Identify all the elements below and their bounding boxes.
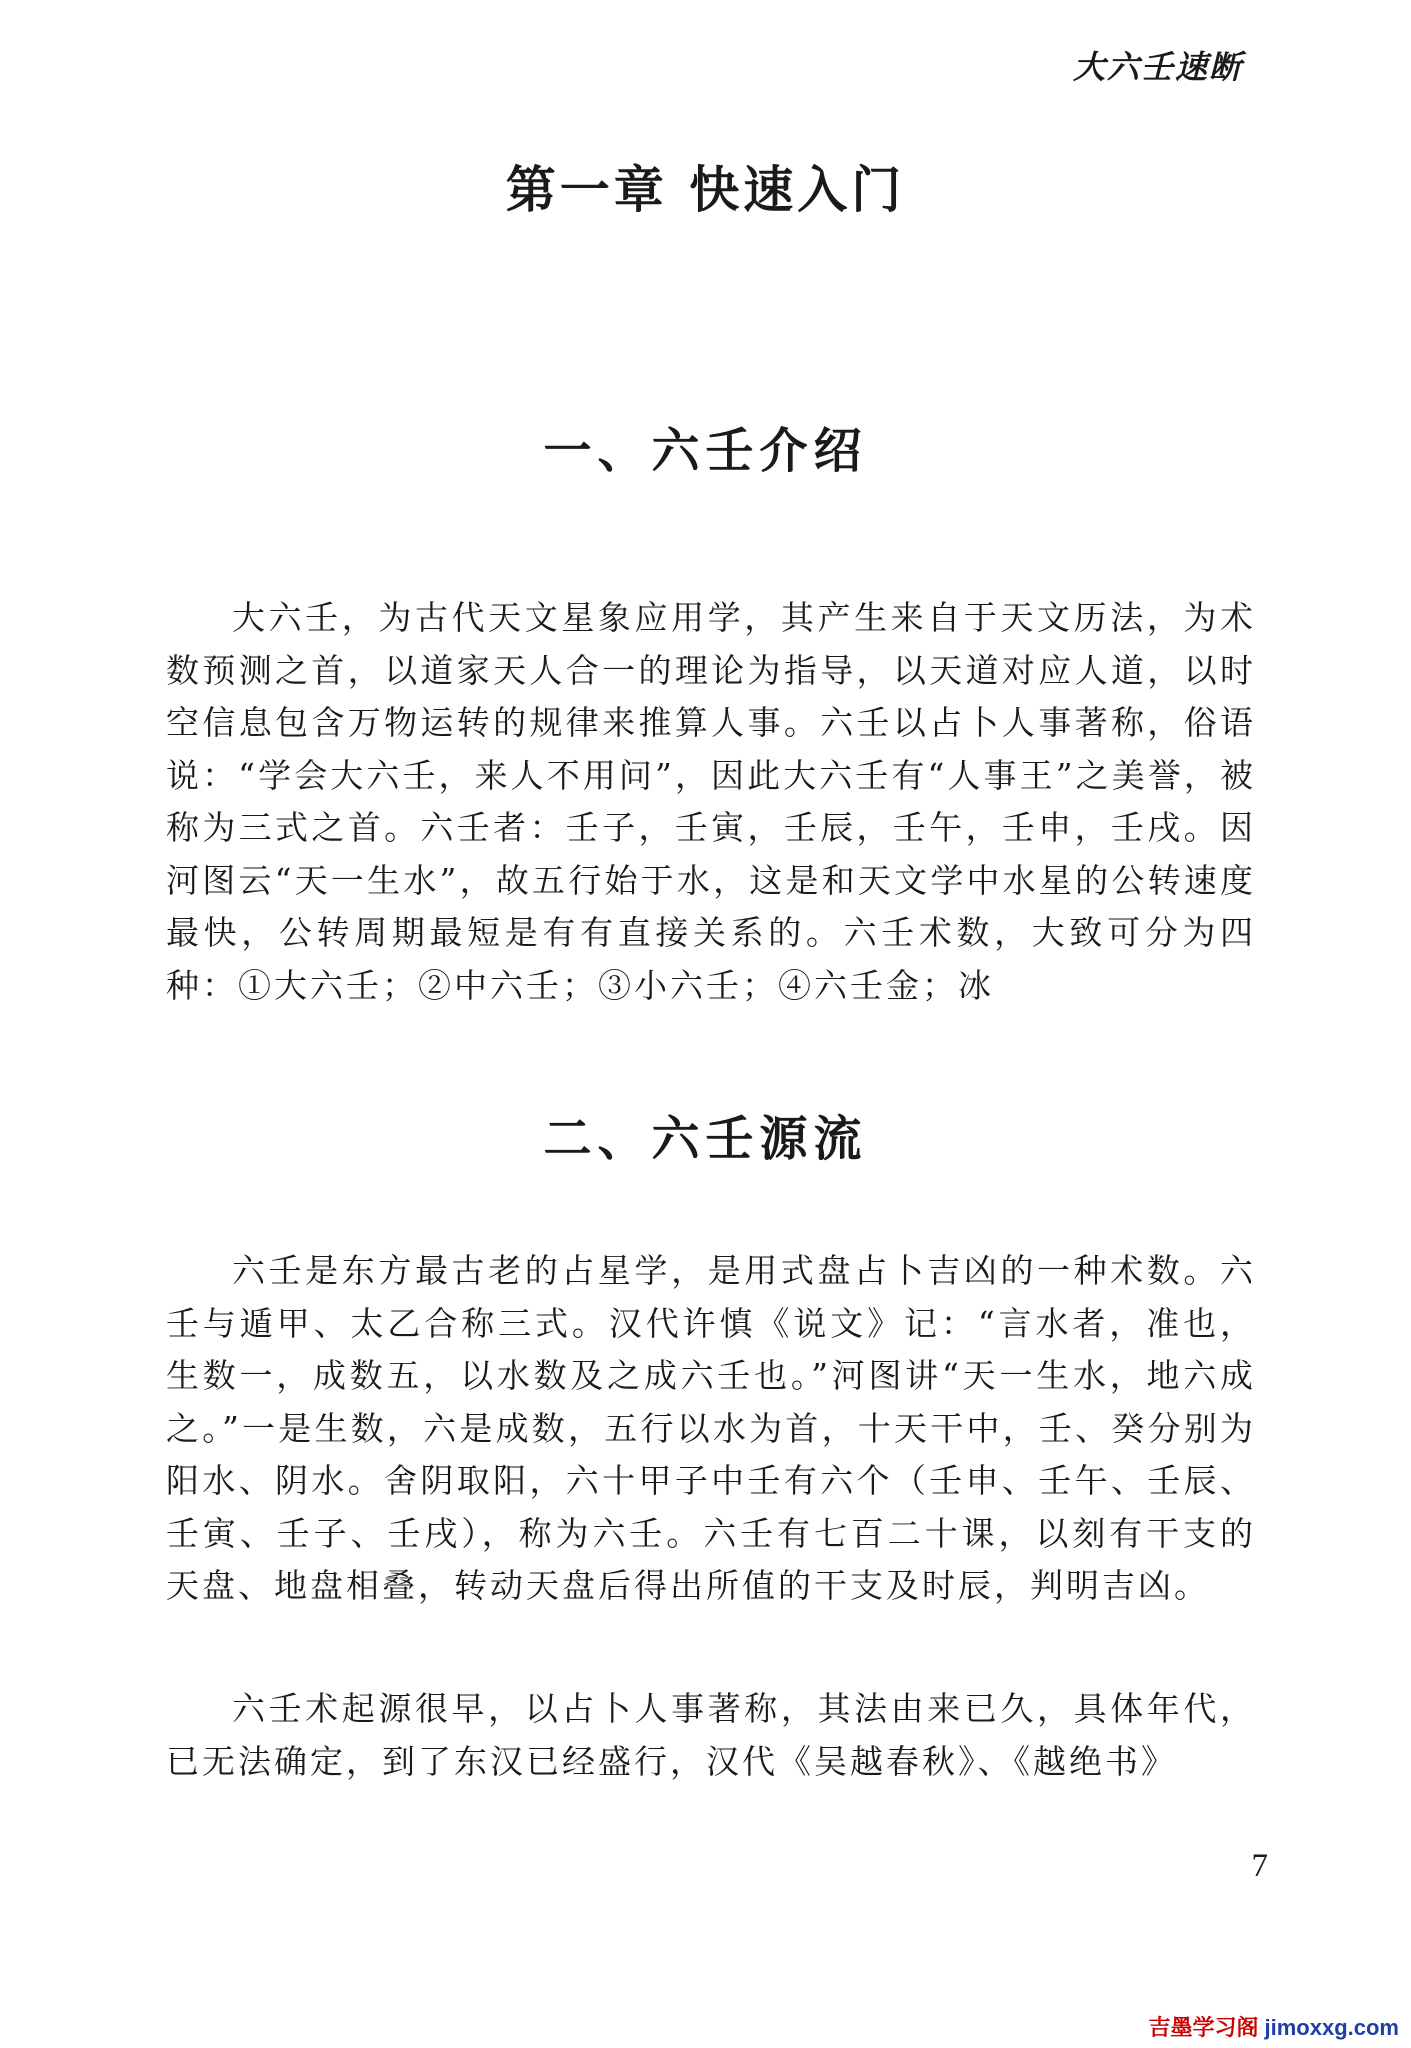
chapter-title: 第一章 快速入门 <box>505 160 906 219</box>
watermark-url: jimoxxg.com <box>1264 2015 1399 2040</box>
paragraph: 六壬是东方最古老的占星学，是用式盘占卜吉凶的一种术数。六壬与遁甲、太乙合称三式。汉代许慎《说文》记：“言水者，准也，生数一，成数五，以水数及之成六壬也。”河图讲“天一生水，地六成之。”一是生数，六是成数，五行以水为首，十天干中，壬、癸分别为阳水、阴水。舍阴取阳，六十甲子中壬有六个（壬申、壬午、壬辰、壬寅、壬子、壬戌），称为六壬。六壬有七百二十课，以刻有干支的天盘、地盘相叠，转动天盘后得出所值的干支及时辰，判明吉凶。 <box>166 1251 1256 1605</box>
paragraph: 大六壬，为古代天文星象应用学，其产生来自于天文历法，为术数预测之首，以道家天人合一的理论为指导，以天道对应人道，以时空信息包含万物运转的规律来推算人事。六壬以占卜人事著称，俗语说：“学会大六壬，来人不用问”，因此大六壬有“人事王”之美誉，被称为三式之首。六壬者：壬子，壬寅，壬辰，壬午，壬申，壬戌。因河图云“天一生水”，故五行始于水，这是和天文学中水星的公转速度最快，公转周期最短是有有直接关系的。六壬术数，大致可分为四种：①大六壬；②中六壬；③小六壬；④六壬金；冰 <box>166 598 1256 1005</box>
running-header: 大六壬速断 <box>1072 48 1243 86</box>
section-title-intro: 一、六壬介绍 <box>543 423 868 479</box>
paragraph: 六壬术起源很早，以占卜人事著称，其法由来已久，具体年代，已无法确定，到了东汉已经盛行，汉代《吴越春秋》、《越绝书》 <box>166 1689 1256 1781</box>
section-title-origins: 二、六壬源流 <box>543 1111 868 1167</box>
watermark-site-name: 吉墨学习阁 <box>1148 2015 1259 2040</box>
section-intro-body <box>166 592 1256 1012</box>
page-number: 7 <box>1251 1848 1268 1884</box>
watermark <box>1149 2011 1400 2042</box>
section-origins-body <box>166 1245 1256 1613</box>
section-origins-body-continued <box>166 1683 1256 1788</box>
